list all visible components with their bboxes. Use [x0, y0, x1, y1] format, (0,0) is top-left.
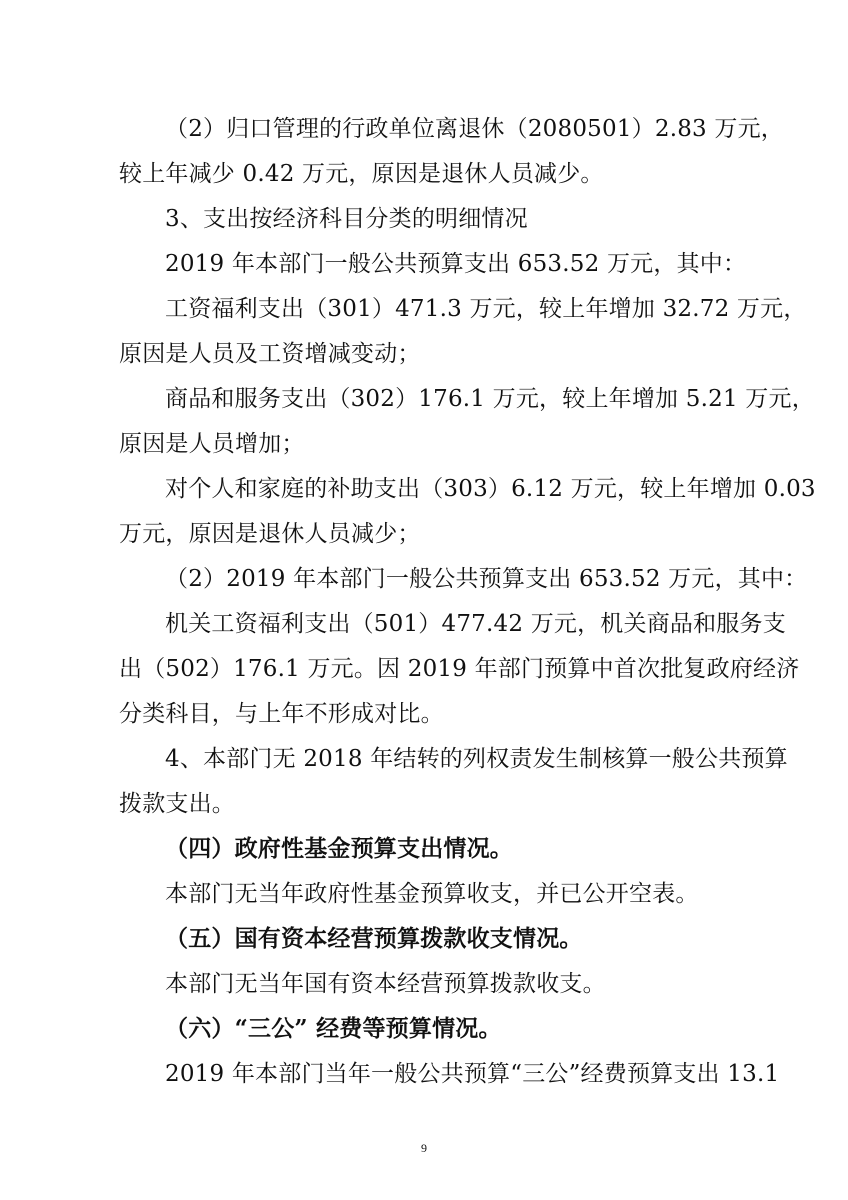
- paragraph-line-11: （2）2019 年本部门一般公共预算支出 653.52 万元，其中：: [165, 566, 808, 592]
- subsection-heading-6: （六）“三公” 经费等预算情况。: [165, 1015, 502, 1042]
- paragraph-line-20: 本部门无当年国有资本经营预算拨款收支。: [165, 971, 606, 997]
- paragraph-line-5: 工资福利支出（301）471.3 万元，较上年增加 32.72 万元，: [165, 296, 807, 322]
- page-number: 9: [421, 1141, 427, 1155]
- paragraph-line-9: 对个人和家庭的补助支出（303）6.12 万元，较上年增加 0.03: [165, 476, 816, 502]
- paragraph-line-14: 分类科目，与上年不形成对比。: [119, 701, 444, 727]
- paragraph-line-13: 出（502）176.1 万元。因 2019 年部门预算中首次批复政府经济: [119, 656, 800, 682]
- paragraph-line-12: 机关工资福利支出（501）477.42 万元，机关商品和服务支: [165, 611, 786, 637]
- subsection-heading-5: （五）国有资本经营预算拨款收支情况。: [165, 925, 583, 952]
- paragraph-line-2: 较上年减少 0.42 万元，原因是退休人员减少。: [119, 161, 604, 187]
- paragraph-line-18: 本部门无当年政府性基金预算收支，并已公开空表。: [165, 881, 699, 907]
- paragraph-line-8: 原因是人员增加；: [119, 431, 305, 457]
- section-heading-3: 3、支出按经济科目分类的明细情况: [165, 206, 528, 232]
- paragraph-line-16: 拨款支出。: [119, 791, 235, 817]
- paragraph-line-6: 原因是人员及工资增减变动；: [119, 341, 421, 367]
- paragraph-line-4: 2019 年本部门一般公共预算支出 653.52 万元，其中：: [165, 251, 747, 277]
- paragraph-line-7: 商品和服务支出（302）176.1 万元，较上年增加 5.21 万元，: [165, 386, 815, 412]
- section-heading-4: 4、本部门无 2018 年结转的列权责发生制核算一般公共预算: [165, 746, 788, 772]
- paragraph-line-1: （2）归口管理的行政单位离退休（2080501）2.83 万元，: [165, 116, 784, 142]
- subsection-heading-4: （四）政府性基金预算支出情况。: [165, 835, 513, 862]
- paragraph-line-10: 万元，原因是退休人员减少；: [119, 521, 421, 547]
- paragraph-line-22: 2019 年本部门当年一般公共预算“三公”经费预算支出 13.1: [165, 1061, 780, 1087]
